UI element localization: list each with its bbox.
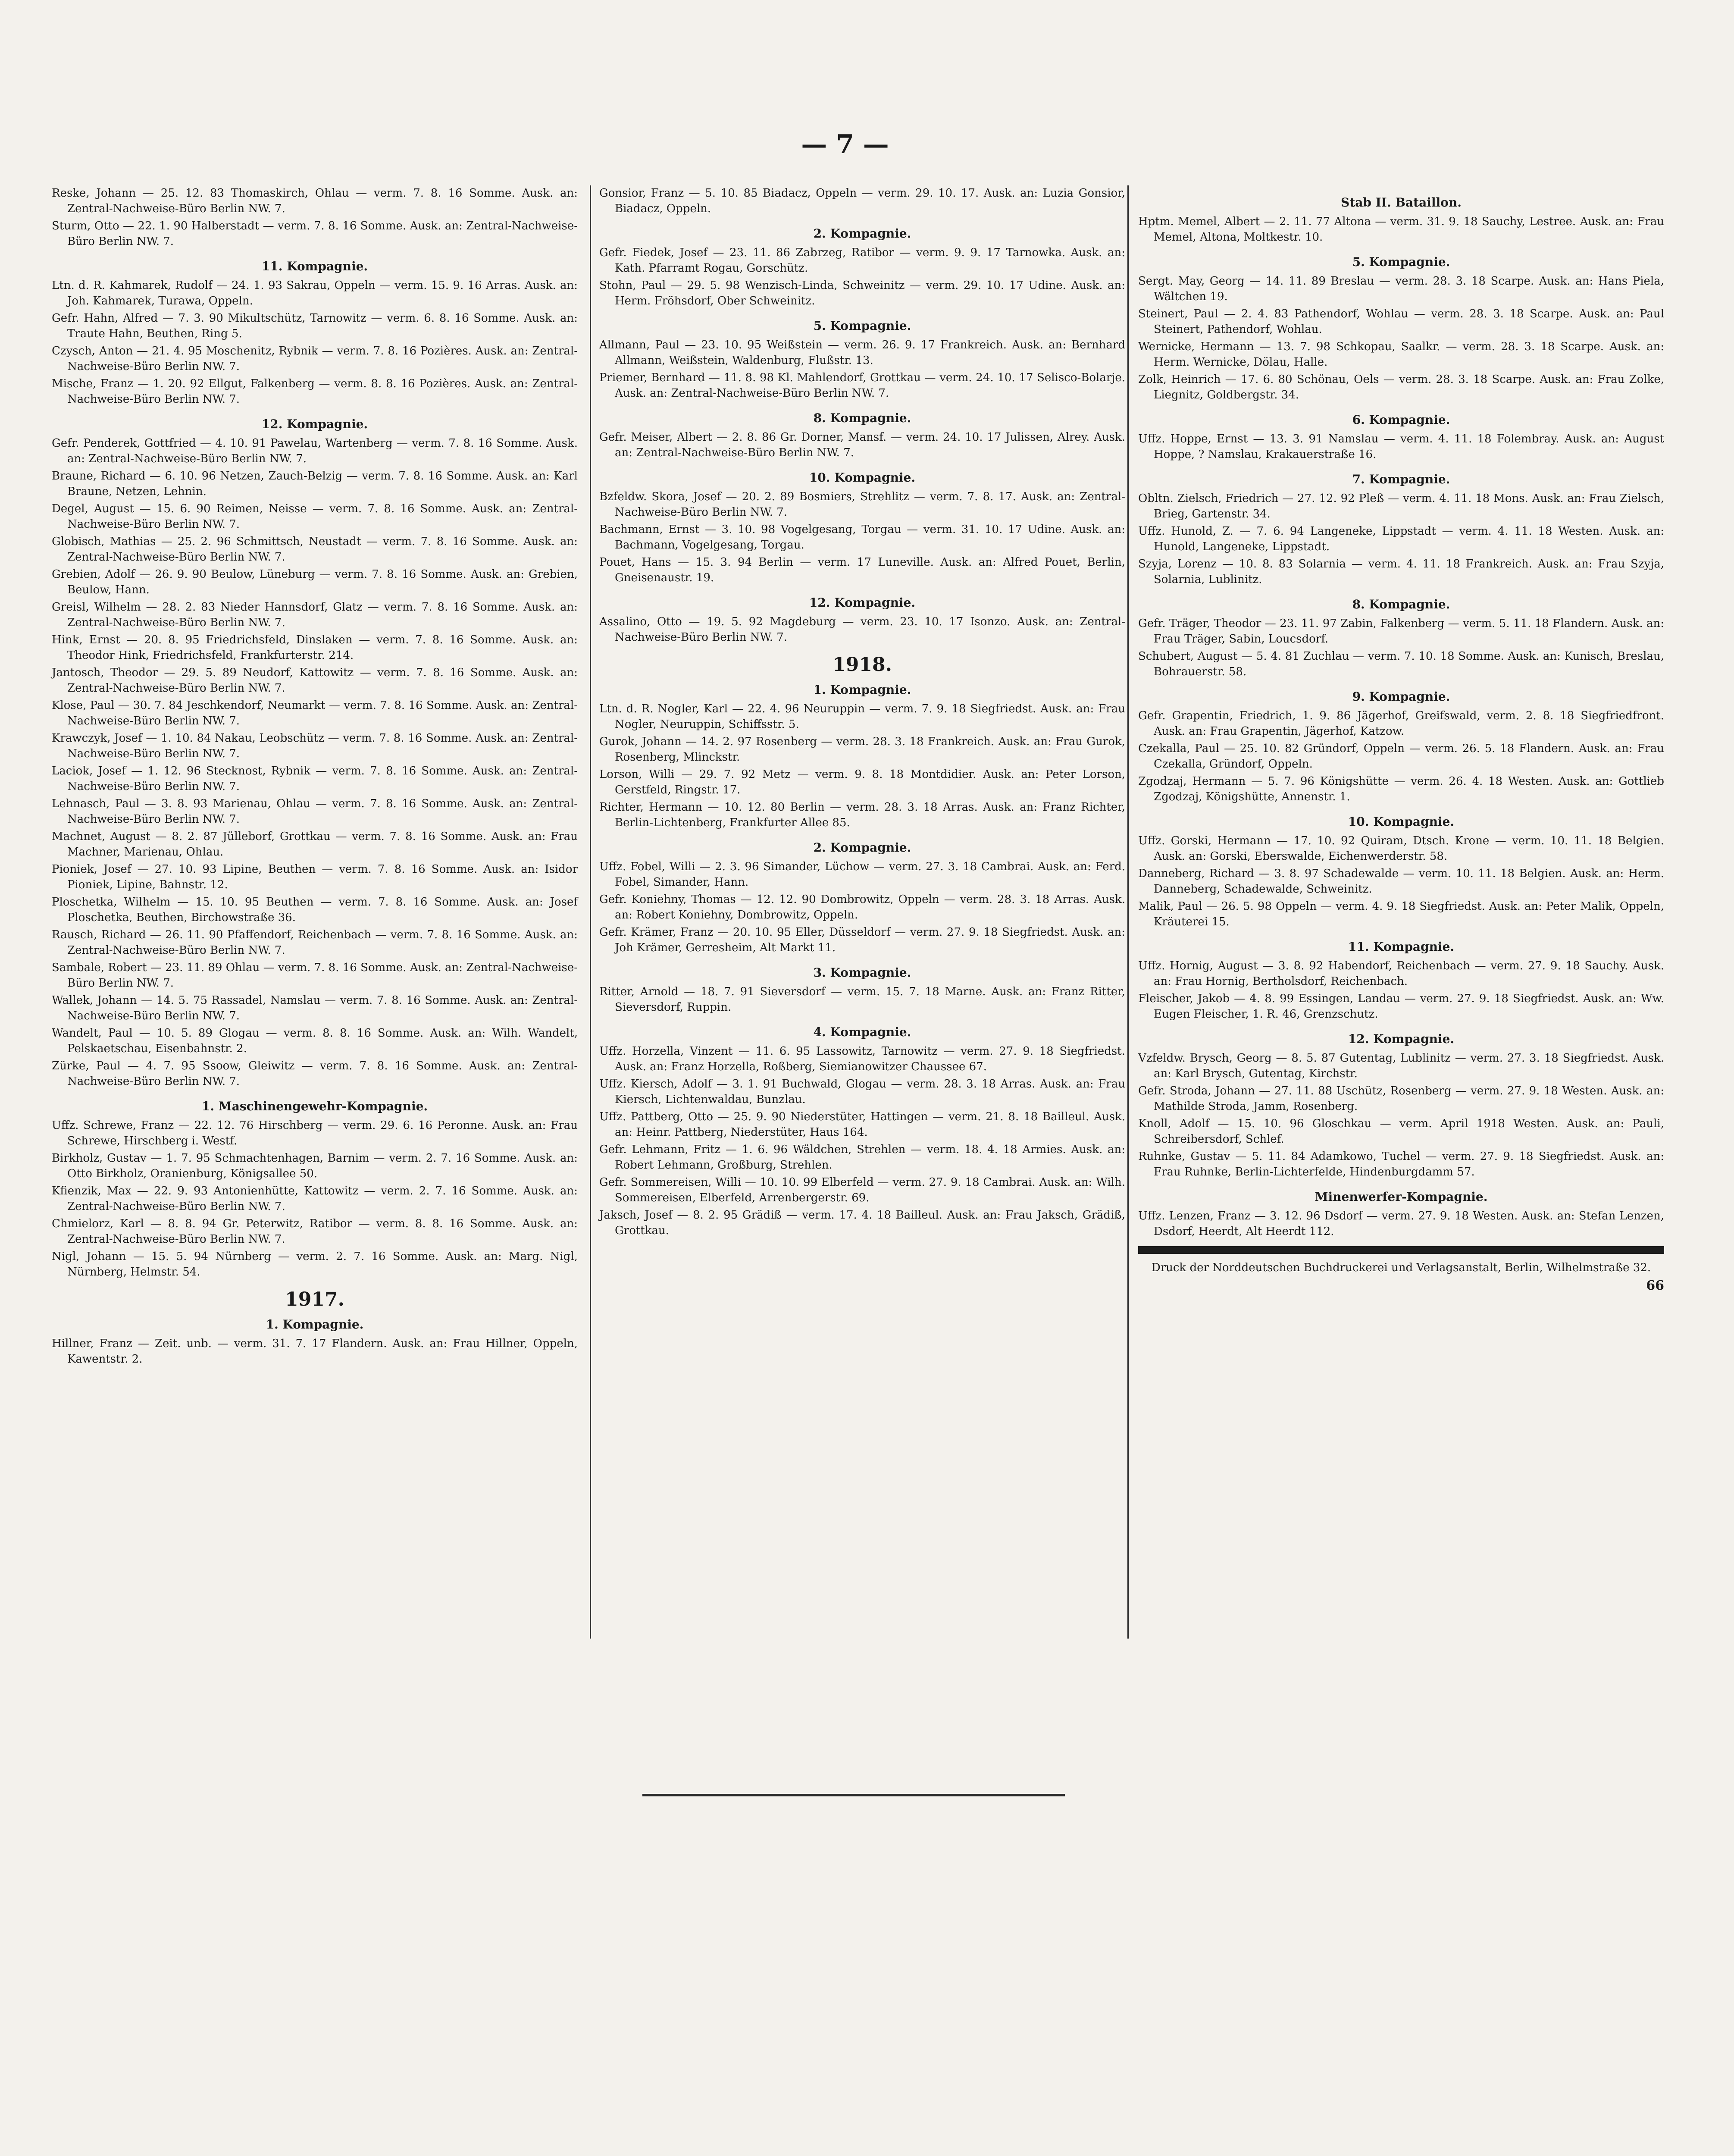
casualty-entry: Uffz. Hoppe, Ernst — 13. 3. 91 Namslau — verm. 4. 11. 18 Folembray. Ausk. an: August Hoppe, ? Namslau, Krakauerstraße 16. xyxy=(1138,432,1664,461)
section-heading: 9. Kompagnie. xyxy=(1352,689,1450,704)
casualty-entry: Bzfeldw. Skora, Josef — 20. 2. 89 Bosmiers, Strehlitz — verm. 7. 8. 17. Ausk. an: Zentral-Nachweise-Büro Berlin NW. 7. xyxy=(599,490,1125,519)
casualty-entry: Wernicke, Hermann — 13. 7. 98 Schkopau, Saalkr. — verm. 28. 3. 18 Scarpe. Ausk. an: Herm. Wernicke, Dölau, Halle. xyxy=(1138,340,1664,369)
casualty-entry: Uffz. Gorski, Hermann — 17. 10. 92 Quiram, Dtsch. Krone — verm. 10. 11. 18 Belgien. Ausk. an: Gorski, Eberswalde, Eichenwerderstr. 58. xyxy=(1138,834,1664,863)
casualty-entry: Knoll, Adolf — 15. 10. 96 Gloschkau — verm. April 1918 Westen. Ausk. an: Pauli, Schreibersdorf, Schlef. xyxy=(1138,1117,1664,1146)
year-heading: 1918. xyxy=(833,654,892,676)
section-heading: 5. Kompagnie. xyxy=(813,319,911,333)
casualty-entry: Lorson, Willi — 29. 7. 92 Metz — verm. 9. 8. 18 Montdidier. Ausk. an: Peter Lorson, Gerstfeld, Ringstr. 17. xyxy=(599,768,1125,796)
casualty-entry: Chmielorz, Karl — 8. 8. 94 Gr. Peterwitz, Ratibor — verm. 8. 8. 16 Somme. Ausk. an: Zentral-Nachweise-Büro Berlin NW. 7. xyxy=(52,1217,578,1246)
casualty-entry: Danneberg, Richard — 3. 8. 97 Schadewalde — verm. 10. 11. 18 Belgien. Ausk. an: Herm. Danneberg, Schadewalde, Schweinitz. xyxy=(1138,867,1664,896)
casualty-entry: Klose, Paul — 30. 7. 84 Jeschkendorf, Neumarkt — verm. 7. 8. 16 Somme. Ausk. an: Zentral-Nachweise-Büro Berlin NW. 7. xyxy=(52,699,578,727)
casualty-entry: Nigl, Johann — 15. 5. 94 Nürnberg — verm. 2. 7. 16 Somme. Ausk. an: Marg. Nigl, Nürnberg, Helmstr. 54. xyxy=(52,1250,578,1279)
section-heading: Minenwerfer-Kompagnie. xyxy=(1315,1190,1488,1204)
casualty-entry: Sambale, Robert — 23. 11. 89 Ohlau — verm. 7. 8. 16 Somme. Ausk. an: Zentral-Nachweise-Büro Berlin NW. 7. xyxy=(52,961,578,990)
section-heading: 10. Kompagnie. xyxy=(809,470,916,485)
section-heading: 2. Kompagnie. xyxy=(813,840,911,855)
casualty-entry: Birkholz, Gustav — 1. 7. 95 Schmachtenhagen, Barnim — verm. 2. 7. 16 Somme. Ausk. an: Otto Birkholz, Oranienburg, Königsallee 50. xyxy=(52,1152,578,1180)
section-heading: 11. Kompagnie. xyxy=(261,259,368,273)
section-heading: 1. Kompagnie. xyxy=(813,683,911,697)
casualty-entry: Braune, Richard — 6. 10. 96 Netzen, Zauch-Belzig — verm. 7. 8. 16 Somme. Ausk. an: Karl Braune, Netzen, Lehnin. xyxy=(52,470,578,498)
section-heading: Stab II. Bataillon. xyxy=(1341,195,1462,210)
casualty-entry: Hink, Ernst — 20. 8. 95 Friedrichsfeld, Dinslaken — verm. 7. 8. 16 Somme. Ausk. an: Theodor Hink, Friedrichsfeld, Frankfurterstr. 214. xyxy=(52,633,578,662)
casualty-entry: Ritter, Arnold — 18. 7. 91 Sieversdorf — verm. 15. 7. 18 Marne. Ausk. an: Franz Ritter, Sieversdorf, Ruppin. xyxy=(599,985,1125,1014)
casualty-entry: Uffz. Pattberg, Otto — 25. 9. 90 Niederstüter, Hattingen — verm. 21. 8. 18 Bailleul. Ausk. an: Heinr. Pattberg, Niederstüter, Haus 164. xyxy=(599,1110,1125,1139)
casualty-entry: Uffz. Schrewe, Franz — 22. 12. 76 Hirschberg — verm. 29. 6. 16 Peronne. Ausk. an: Frau Schrewe, Hirschberg i. Westf. xyxy=(52,1119,578,1147)
section-heading: 7. Kompagnie. xyxy=(1352,472,1450,486)
casualty-entry: Ltn. d. R. Kahmarek, Rudolf — 24. 1. 93 Sakrau, Oppeln — verm. 15. 9. 16 Arras. Ausk. an: Joh. Kahmarek, Turawa, Oppeln. xyxy=(52,279,578,307)
casualty-entry: Gefr. Krämer, Franz — 20. 10. 95 Eller, Düsseldorf — verm. 27. 9. 18 Siegfriedst. Ausk. an: Joh Krämer, Gerresheim, Alt Markt 11. xyxy=(599,926,1125,954)
casualty-entry: Steinert, Paul — 2. 4. 83 Pathendorf, Wohlau — verm. 28. 3. 18 Scarpe. Ausk. an: Paul Steinert, Pathendorf, Wohlau. xyxy=(1138,307,1664,336)
casualty-entry: Hptm. Memel, Albert — 2. 11. 77 Altona — verm. 31. 9. 18 Sauchy, Lestree. Ausk. an: Frau Memel, Altona, Moltkestr. 10. xyxy=(1138,215,1664,244)
casualty-entry: Bachmann, Ernst — 3. 10. 98 Vogelgesang, Torgau — verm. 31. 10. 17 Udine. Ausk. an: Bachmann, Vogelgesang, Torgau. xyxy=(599,523,1125,552)
casualty-entry: Sturm, Otto — 22. 1. 90 Halberstadt — verm. 7. 8. 16 Somme. Ausk. an: Zentral-Nachweise-Büro Berlin NW. 7. xyxy=(52,219,578,248)
casualty-entry: Wandelt, Paul — 10. 5. 89 Glogau — verm. 8. 8. 16 Somme. Ausk. an: Wilh. Wandelt, Pelskaetschau, Eisenbahnstr. 2. xyxy=(52,1027,578,1055)
year-heading: 1917. xyxy=(285,1288,344,1310)
casualty-entry: Gefr. Lehmann, Fritz — 1. 6. 96 Wäldchen, Strehlen — verm. 18. 4. 18 Armies. Ausk. an: Robert Lehmann, Großburg, Strehlen. xyxy=(599,1143,1125,1172)
casualty-entry: Allmann, Paul — 23. 10. 95 Weißstein — verm. 26. 9. 17 Frankreich. Ausk. an: Bernhard Allmann, Weißstein, Waldenburg, Flußstr. 13. xyxy=(599,338,1125,367)
printer-imprint: Druck der Norddeutschen Buchdruckerei und Verlagsanstalt, Berlin, Wilhelmstraße 32. xyxy=(1151,1261,1651,1274)
column-1 xyxy=(52,185,578,1369)
casualty-entry: Gefr. Sommereisen, Willi — 10. 10. 99 Elberfeld — verm. 27. 9. 18 Cambrai. Ausk. an: Wilh. Sommereisen, Elberfeld, Arrenbergerstr. 69. xyxy=(599,1176,1125,1204)
casualty-entry: Zolk, Heinrich — 17. 6. 80 Schönau, Oels — verm. 28. 3. 18 Scarpe. Ausk. an: Frau Zolke, Liegnitz, Goldbergstr. 34. xyxy=(1138,373,1664,401)
casualty-entry: Hillner, Franz — Zeit. unb. — verm. 31. 7. 17 Flandern. Ausk. an: Frau Hillner, Oppeln, Kawentstr. 2. xyxy=(52,1337,578,1366)
casualty-entry: Reske, Johann — 25. 12. 83 Thomaskirch, Ohlau — verm. 7. 8. 16 Somme. Ausk. an: Zentral-Nachweise-Büro Berlin NW. 7. xyxy=(52,187,578,215)
casualty-entry: Stohn, Paul — 29. 5. 98 Wenzisch-Linda, Schweinitz — verm. 29. 10. 17 Udine. Ausk. an: Herm. Fröhsdorf, Ober Schweinitz. xyxy=(599,279,1125,307)
casualty-entry: Grebien, Adolf — 26. 9. 90 Beulow, Lüneburg — verm. 7. 8. 16 Somme. Ausk. an: Grebien, Beulow, Hann. xyxy=(52,568,578,596)
casualty-entry: Gefr. Meiser, Albert — 2. 8. 86 Gr. Dorner, Mansf. — verm. 24. 10. 17 Julissen, Alrey. Ausk. an: Zentral-Nachweise-Büro Berlin NW. 7. xyxy=(599,431,1125,459)
casualty-entry: Gurok, Johann — 14. 2. 97 Rosenberg — verm. 28. 3. 18 Frankreich. Ausk. an: Frau Gurok, Rosenberg, Mlinckstr. xyxy=(599,735,1125,764)
casualty-entry: Mische, Franz — 1. 20. 92 Ellgut, Falkenberg — verm. 8. 8. 16 Pozières. Ausk. an: Zentral-Nachweise-Büro Berlin NW. 7. xyxy=(52,377,578,406)
column-divider xyxy=(590,185,591,1639)
casualty-entry: Kfienzik, Max — 22. 9. 93 Antonienhütte, Kattowitz — verm. 2. 7. 16 Somme. Ausk. an: Zentral-Nachweise-Büro Berlin NW. 7. xyxy=(52,1185,578,1213)
casualty-entry: Uffz. Fobel, Willi — 2. 3. 96 Simander, Lüchow — verm. 27. 3. 18 Cambrai. Ausk. an: Ferd. Fobel, Simander, Hann. xyxy=(599,860,1125,889)
casualty-entry: Uffz. Hunold, Z. — 7. 6. 94 Langeneke, Lippstadt — verm. 4. 11. 18 Westen. Ausk. an: Hunold, Langeneke, Lippstadt. xyxy=(1138,525,1664,553)
casualty-entry: Czysch, Anton — 21. 4. 95 Moschenitz, Rybnik — verm. 7. 8. 16 Pozières. Ausk. an: Zentral-Nachweise-Büro Berlin NW. 7. xyxy=(52,345,578,373)
section-heading: 3. Kompagnie. xyxy=(813,965,911,980)
casualty-entry: Priemer, Bernhard — 11. 8. 98 Kl. Mahlendorf, Grottkau — verm. 24. 10. 17 Selisco-Bolarje. Ausk. an: Zentral-Nachweise-Büro Berlin NW. 7. xyxy=(599,371,1125,400)
section-heading: 8. Kompagnie. xyxy=(813,411,911,425)
section-heading: 8. Kompagnie. xyxy=(1352,597,1450,611)
casualty-entry: Degel, August — 15. 6. 90 Reimen, Neisse — verm. 7. 8. 16 Somme. Ausk. an: Zentral-Nachweise-Büro Berlin NW. 7. xyxy=(52,502,578,531)
casualty-entry: Laciok, Josef — 1. 12. 96 Stecknost, Rybnik — verm. 7. 8. 16 Somme. Ausk. an: Zentral-Nachweise-Büro Berlin NW. 7. xyxy=(52,765,578,793)
casualty-entry: Jantosch, Theodor — 29. 5. 89 Neudorf, Kattowitz — verm. 7. 8. 16 Somme. Ausk. an: Zentral-Nachweise-Büro Berlin NW. 7. xyxy=(52,666,578,695)
casualty-entry: Uffz. Kiersch, Adolf — 3. 1. 91 Buchwald, Glogau — verm. 28. 3. 18 Arras. Ausk. an: Frau Kiersch, Lichtenwaldau, Bunzlau. xyxy=(599,1078,1125,1106)
section-heading: 6. Kompagnie. xyxy=(1352,413,1450,427)
casualty-entry: Fleischer, Jakob — 4. 8. 99 Essingen, Landau — verm. 27. 9. 18 Siegfriedst. Ausk. an: Ww. Eugen Fleischer, 1. R. 46, Grenzschutz. xyxy=(1138,992,1664,1021)
section-heading: 4. Kompagnie. xyxy=(813,1025,911,1039)
casualty-entry: Czekalla, Paul — 25. 10. 82 Gründorf, Oppeln — verm. 26. 5. 18 Flandern. Ausk. an: Frau Czekalla, Gründorf, Oppeln. xyxy=(1138,742,1664,771)
section-heading: 1. Kompagnie. xyxy=(266,1317,364,1332)
casualty-entry: Globisch, Mathias — 25. 2. 96 Schmittsch, Neustadt — verm. 7. 8. 16 Somme. Ausk. an: Zentral-Nachweise-Büro Berlin NW. 7. xyxy=(52,535,578,564)
casualty-entry: Richter, Hermann — 10. 12. 80 Berlin — verm. 28. 3. 18 Arras. Ausk. an: Franz Richter, Berlin-Lichtenberg, Frankfurter Allee 85. xyxy=(599,801,1125,829)
casualty-entry: Szyja, Lorenz — 10. 8. 83 Solarnia — verm. 4. 11. 18 Frankreich. Ausk. an: Frau Szyja, Solarnia, Lublinitz. xyxy=(1138,558,1664,586)
casualty-entry: Gefr. Grapentin, Friedrich, 1. 9. 86 Jägerhof, Greifswald, verm. 2. 8. 18 Siegfriedfront. Ausk. an: Frau Grapentin, Jägerhof, Katzow. xyxy=(1138,709,1664,738)
casualty-entry: Gefr. Koniehny, Thomas — 12. 12. 90 Dombrowitz, Oppeln — verm. 28. 3. 18 Arras. Ausk. an: Robert Koniehny, Dombrowitz, Oppeln. xyxy=(599,893,1125,921)
casualty-entry: Pouet, Hans — 15. 3. 94 Berlin — verm. 17 Luneville. Ausk. an: Alfred Pouet, Berlin, Gneisenaustr. 19. xyxy=(599,556,1125,584)
casualty-entry: Lehnasch, Paul — 3. 8. 93 Marienau, Ohlau — verm. 7. 8. 16 Somme. Ausk. an: Zentral-Nachweise-Büro Berlin NW. 7. xyxy=(52,797,578,826)
ornamental-rule xyxy=(1138,1246,1664,1254)
casualty-entry: Gefr. Penderek, Gottfried — 4. 10. 91 Pawelau, Wartenberg — verm. 7. 8. 16 Somme. Ausk. an: Zentral-Nachweise-Büro Berlin NW. 7. xyxy=(52,437,578,465)
sheet-number: 66 xyxy=(1646,1278,1664,1293)
casualty-entry: Krawczyk, Josef — 1. 10. 84 Nakau, Leobschütz — verm. 7. 8. 16 Somme. Ausk. an: Zentral-Nachweise-Büro Berlin NW. 7. xyxy=(52,732,578,760)
casualty-entry: Gonsior, Franz — 5. 10. 85 Biadacz, Oppeln — verm. 29. 10. 17. Ausk. an: Luzia Gonsior, Biadacz, Oppeln. xyxy=(599,187,1125,215)
section-heading: 5. Kompagnie. xyxy=(1352,255,1450,269)
column-2 xyxy=(599,185,1125,1240)
section-heading: 12. Kompagnie. xyxy=(809,595,916,610)
casualty-entry: Malik, Paul — 26. 5. 98 Oppeln — verm. 4. 9. 18 Siegfriedst. Ausk. an: Peter Malik, Oppeln, Kräuterei 15. xyxy=(1138,900,1664,928)
casualty-entry: Ruhnke, Gustav — 5. 11. 84 Adamkowo, Tuchel — verm. 27. 9. 18 Siegfriedst. Ausk. an: Frau Ruhnke, Berlin-Lichterfelde, Hindenburgdamm 57. xyxy=(1138,1150,1664,1178)
casualty-entry: Wallek, Johann — 14. 5. 75 Rassadel, Namslau — verm. 7. 8. 16 Somme. Ausk. an: Zentral-Nachweise-Büro Berlin NW. 7. xyxy=(52,994,578,1022)
casualty-entry: Jaksch, Josef — 8. 2. 95 Grädiß — verm. 17. 4. 18 Bailleul. Ausk. an: Frau Jaksch, Grädiß, Grottkau. xyxy=(599,1209,1125,1237)
casualty-entry: Ploschetka, Wilhelm — 15. 10. 95 Beuthen — verm. 7. 8. 16 Somme. Ausk. an: Josef Ploschetka, Beuthen, Birchowstraße 36. xyxy=(52,896,578,924)
casualty-entry: Sergt. May, Georg — 14. 11. 89 Breslau — verm. 28. 3. 18 Scarpe. Ausk. an: Hans Piela, Wältchen 19. xyxy=(1138,275,1664,303)
casualty-entry: Pioniek, Josef — 27. 10. 93 Lipine, Beuthen — verm. 7. 8. 16 Somme. Ausk. an: Isidor Pioniek, Lipine, Bahnstr. 12. xyxy=(52,863,578,891)
section-heading: 2. Kompagnie. xyxy=(813,226,911,241)
casualty-entry: Uffz. Lenzen, Franz — 3. 12. 96 Dsdorf — verm. 27. 9. 18 Westen. Ausk. an: Stefan Lenzen, Dsdorf, Heerdt, Alt Heerdt 112. xyxy=(1138,1210,1664,1238)
column-3 xyxy=(1138,185,1664,1294)
casualty-entry: Assalino, Otto — 19. 5. 92 Magdeburg — verm. 23. 10. 17 Isonzo. Ausk. an: Zentral-Nachweise-Büro Berlin NW. 7. xyxy=(599,615,1125,644)
section-heading: 1. Maschinengewehr-Kompagnie. xyxy=(201,1099,428,1113)
casualty-entry: Rausch, Richard — 26. 11. 90 Pfaffendorf, Reichenbach — verm. 7. 8. 16 Somme. Ausk. an: Zentral-Nachweise-Büro Berlin NW. 7. xyxy=(52,928,578,957)
casualty-entry: Gefr. Fiedek, Josef — 23. 11. 86 Zabrzeg, Ratibor — verm. 9. 9. 17 Tarnowka. Ausk. an: Kath. Pfarramt Rogau, Gorschütz. xyxy=(599,246,1125,275)
casualty-entry: Gefr. Träger, Theodor — 23. 11. 97 Zabin, Falkenberg — verm. 5. 11. 18 Flandern. Ausk. an: Frau Träger, Sabin, Loucsdorf. xyxy=(1138,617,1664,646)
casualty-entry: Ltn. d. R. Nogler, Karl — 22. 4. 96 Neuruppin — verm. 7. 9. 18 Siegfriedst. Ausk. an: Frau Nogler, Neuruppin, Schiffsstr. 5. xyxy=(599,702,1125,731)
casualty-entry: Uffz. Horzella, Vinzent — 11. 6. 95 Lassowitz, Tarnowitz — verm. 27. 9. 18 Siegfriedst. Ausk. an: Franz Horzella, Roßberg, Siemianowitzer Chaussee 67. xyxy=(599,1045,1125,1073)
casualty-entry: Gefr. Stroda, Johann — 27. 11. 88 Uschütz, Rosenberg — verm. 27. 9. 18 Westen. Ausk. an: Mathilde Stroda, Jamm, Rosenberg. xyxy=(1138,1084,1664,1113)
section-heading: 12. Kompagnie. xyxy=(1348,1032,1455,1046)
section-heading: 12. Kompagnie. xyxy=(261,417,368,431)
casualty-entry: Vzfeldw. Brysch, Georg — 8. 5. 87 Gutentag, Lublinitz — verm. 27. 3. 18 Siegfriedst. Ausk. an: Karl Brysch, Gutentag, Kirchstr. xyxy=(1138,1052,1664,1080)
casualty-entry: Gefr. Hahn, Alfred — 7. 3. 90 Mikultschütz, Tarnowitz — verm. 6. 8. 16 Somme. Ausk. an: Traute Hahn, Beuthen, Ring 5. xyxy=(52,312,578,340)
section-heading: 11. Kompagnie. xyxy=(1348,940,1455,954)
casualty-entry: Machnet, August — 8. 2. 87 Jülleborf, Grottkau — verm. 7. 8. 16 Somme. Ausk. an: Frau Machner, Marienau, Ohlau. xyxy=(52,830,578,859)
casualty-entry: Greisl, Wilhelm — 28. 2. 83 Nieder Hannsdorf, Glatz — verm. 7. 8. 16 Somme. Ausk. an: Zentral-Nachweise-Büro Berlin NW. 7. xyxy=(52,601,578,629)
casualty-entry: Obltn. Zielsch, Friedrich — 27. 12. 92 Pleß — verm. 4. 11. 18 Mons. Ausk. an: Frau Zielsch, Brieg, Gartenstr. 34. xyxy=(1138,492,1664,520)
page-number: — 7 — xyxy=(801,129,889,160)
casualty-entry: Zgodzaj, Hermann — 5. 7. 96 Königshütte — verm. 26. 4. 18 Westen. Ausk. an: Gottlieb Zgodzaj, Königshütte, Annenstr. 1. xyxy=(1138,775,1664,803)
column-divider xyxy=(1127,185,1129,1639)
casualty-entry: Schubert, August — 5. 4. 81 Zuchlau — verm. 7. 10. 18 Somme. Ausk. an: Kunisch, Breslau, Bohrauerstr. 58. xyxy=(1138,650,1664,678)
casualty-entry: Uffz. Hornig, August — 3. 8. 92 Habendorf, Reichenbach — verm. 27. 9. 18 Sauchy. Ausk. an: Frau Hornig, Bertholsdorf, Reichenbach. xyxy=(1138,959,1664,988)
section-heading: 10. Kompagnie. xyxy=(1348,815,1455,829)
casualty-entry: Zürke, Paul — 4. 7. 95 Ssoow, Gleiwitz — verm. 7. 8. 16 Somme. Ausk. an: Zentral-Nachweise-Büro Berlin NW. 7. xyxy=(52,1059,578,1088)
ornamental-rule xyxy=(642,1794,1065,1796)
